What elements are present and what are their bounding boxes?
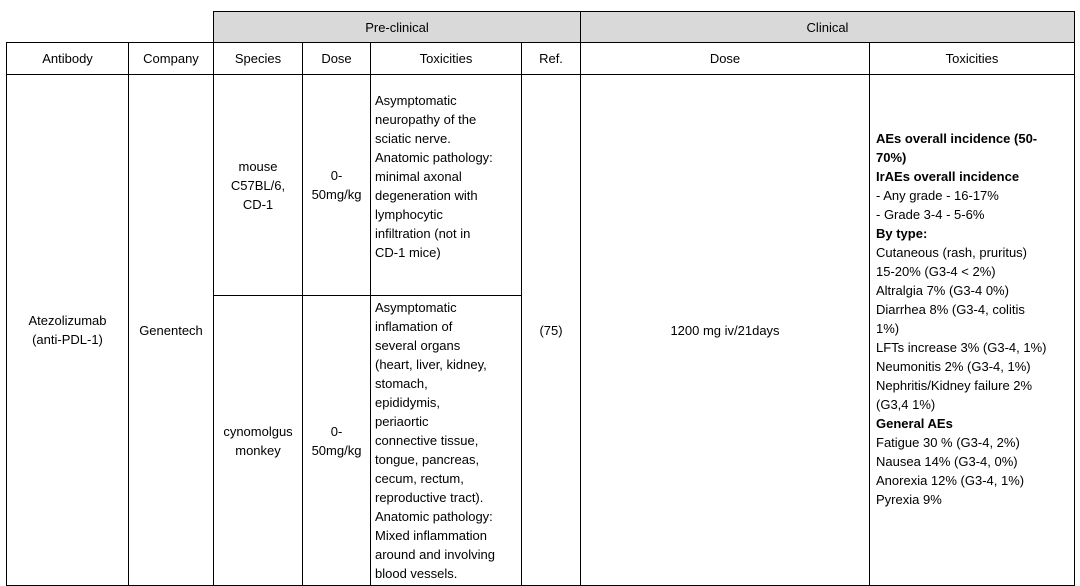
toxicity-line: tongue, pancreas, — [375, 452, 480, 467]
col-preclinical-toxicities: Toxicities — [371, 43, 522, 75]
ref-cell: (75) — [522, 75, 581, 586]
toxicity-line: Asymptomatic — [375, 93, 457, 108]
toxicity-line: Asymptomatic — [375, 300, 457, 315]
clinical-toxicity-line: LFTs increase 3% (G3-4, 1%) — [876, 340, 1047, 355]
toxicity-line: neuropathy of the — [375, 112, 477, 127]
clinical-toxicity-line: Cutaneous (rash, pruritus) — [876, 245, 1028, 260]
clinical-toxicity-line: 70%) — [876, 150, 907, 165]
species-cell-monkey: cynomolgus monkey — [214, 296, 303, 586]
clinical-toxicity-line: By type: — [876, 226, 928, 241]
toxicity-line: periaortic — [375, 414, 429, 429]
toxicity-line: Anatomic pathology: — [375, 150, 493, 165]
clinical-toxicity-line: - Any grade - 16-17% — [876, 188, 999, 203]
toxicity-line: connective tissue, — [375, 433, 479, 448]
clinical-toxicity-line: (G3,4 1%) — [876, 397, 936, 412]
toxicity-line: reproductive tract). — [375, 490, 484, 505]
toxicity-line: CD-1 mice) — [375, 245, 441, 260]
toxicity-line: several organs — [375, 338, 461, 353]
toxicity-line: stomach, — [375, 376, 428, 391]
clinical-header: Clinical — [581, 12, 1075, 43]
toxicity-line: epididymis, — [375, 395, 441, 410]
toxicity-line: minimal axonal — [375, 169, 462, 184]
toxicity-line: infiltration (not in — [375, 226, 471, 241]
toxicity-table — [6, 11, 1075, 586]
dose-cell-monkey: 0- 50mg/kg — [303, 296, 371, 586]
col-company: Company — [129, 43, 214, 75]
toxicity-line: Mixed inflammation — [375, 528, 487, 543]
toxicities-cell-monkey — [371, 296, 522, 586]
toxicity-line: inflamation of — [375, 319, 453, 334]
group-header-row — [7, 12, 1075, 43]
col-clinical-toxicities: Toxicities — [870, 43, 1075, 75]
toxicities-cell-mouse — [371, 75, 522, 296]
clinical-toxicity-line: General AEs — [876, 416, 953, 431]
clinical-toxicity-line: Nephritis/Kidney failure 2% — [876, 378, 1033, 393]
clinical-toxicity-line: Pyrexia 9% — [876, 492, 942, 507]
table-row — [7, 75, 1075, 296]
toxicity-line: lymphocytic — [375, 207, 443, 222]
antibody-cell: Atezolizumab (anti-PDL-1) — [7, 75, 129, 586]
clinical-toxicity-line: - Grade 3-4 - 5-6% — [876, 207, 985, 222]
clinical-toxicity-line: 15-20% (G3-4 < 2%) — [876, 264, 996, 279]
toxicity-line: degeneration with — [375, 188, 478, 203]
clinical-toxicity-line: Nausea 14% (G3-4, 0%) — [876, 454, 1018, 469]
col-antibody: Antibody — [7, 43, 129, 75]
toxicity-line: cecum, rectum, — [375, 471, 464, 486]
col-preclinical-dose: Dose — [303, 43, 371, 75]
clinical-dose-cell: 1200 mg iv/21days — [581, 75, 870, 586]
toxicity-line: (heart, liver, kidney, — [375, 357, 487, 372]
toxicity-line: blood vessels. — [375, 566, 458, 581]
clinical-toxicity-line: Fatigue 30 % (G3-4, 2%) — [876, 435, 1020, 450]
company-cell: Genentech — [129, 75, 214, 586]
clinical-toxicity-line: AEs overall incidence (50- — [876, 131, 1038, 146]
blank-header-cell — [7, 12, 214, 43]
toxicity-line: sciatic nerve. — [375, 131, 451, 146]
clinical-toxicity-line: Diarrhea 8% (G3-4, colitis — [876, 302, 1025, 317]
column-header-row — [7, 43, 1075, 75]
col-ref: Ref. — [522, 43, 581, 75]
species-cell-mouse: mouse C57BL/6, CD-1 — [214, 75, 303, 296]
toxicity-line: Anatomic pathology: — [375, 509, 493, 524]
clinical-toxicity-line: 1%) — [876, 321, 900, 336]
clinical-toxicity-line: IrAEs overall incidence — [876, 169, 1020, 184]
clinical-toxicity-line: Altralgia 7% (G3-4 0%) — [876, 283, 1009, 298]
clinical-toxicities-cell — [870, 75, 1075, 586]
preclinical-header: Pre-clinical — [214, 12, 581, 43]
col-species: Species — [214, 43, 303, 75]
clinical-toxicity-line: Anorexia 12% (G3-4, 1%) — [876, 473, 1025, 488]
col-clinical-dose: Dose — [581, 43, 870, 75]
clinical-toxicity-line: Neumonitis 2% (G3-4, 1%) — [876, 359, 1031, 374]
dose-cell-mouse: 0- 50mg/kg — [303, 75, 371, 296]
toxicity-line: around and involving — [375, 547, 495, 562]
